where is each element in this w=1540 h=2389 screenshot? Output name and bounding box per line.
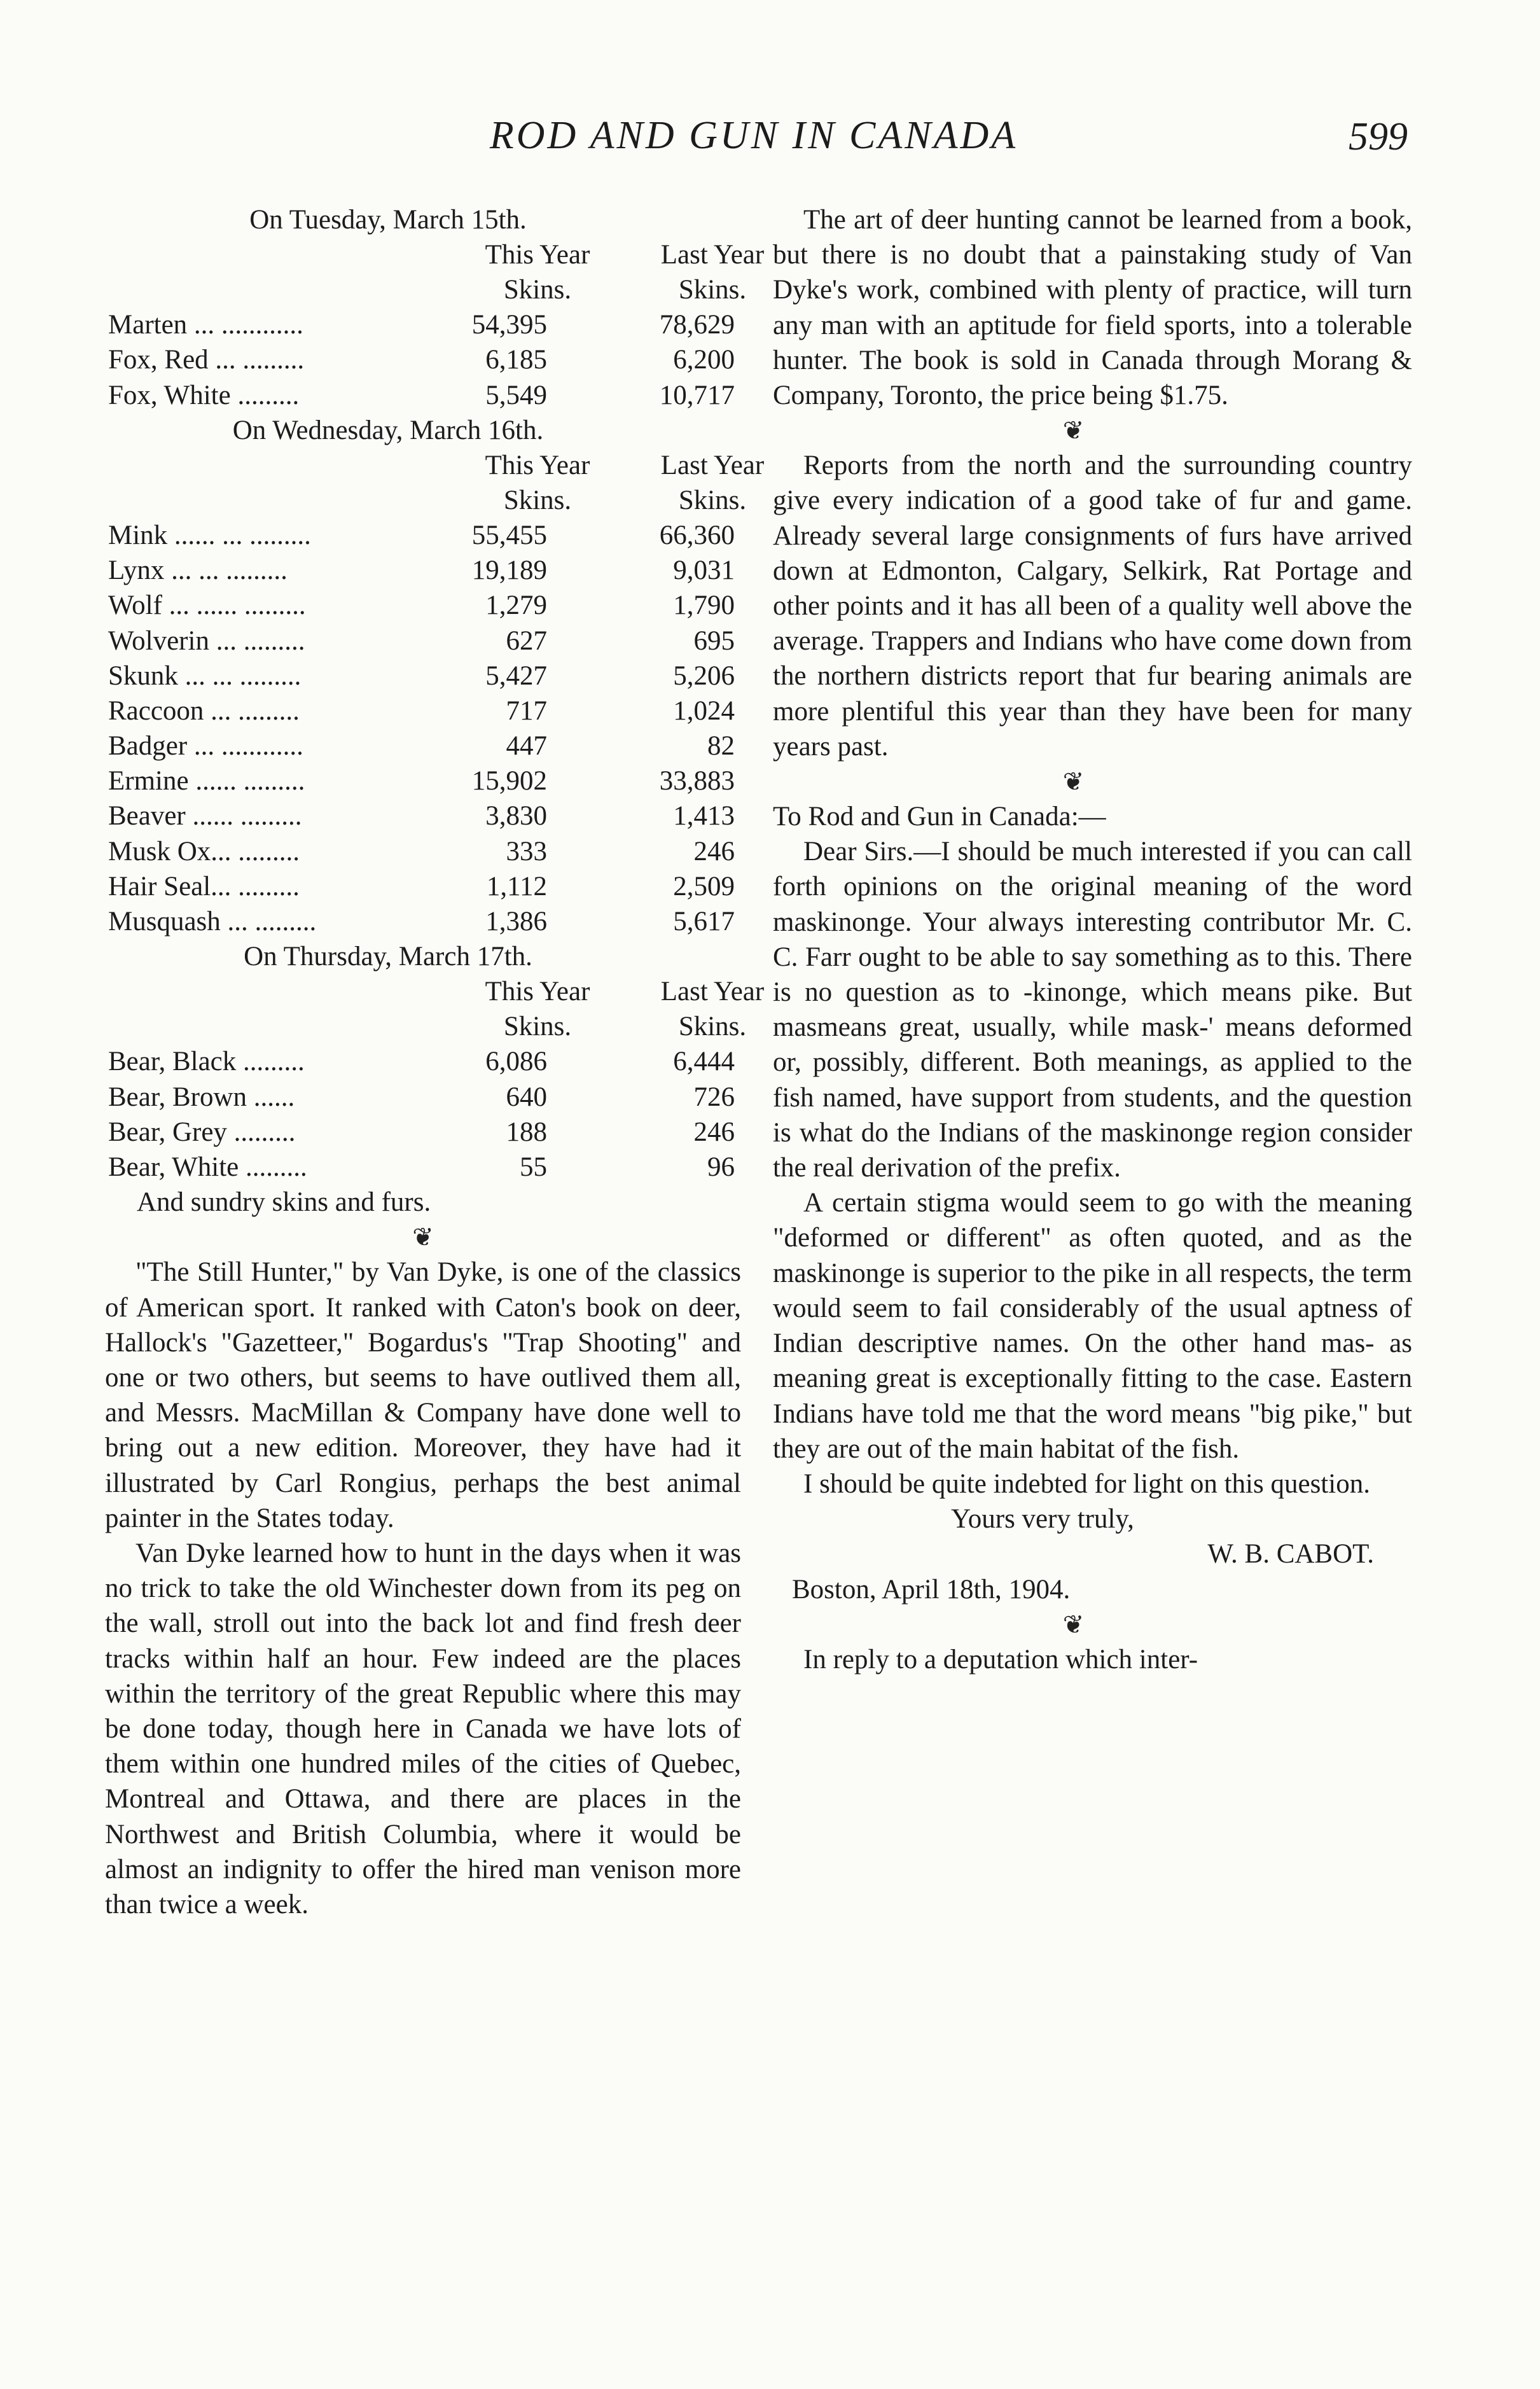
fur-name: Musquash ... .........	[108, 907, 317, 937]
fur-name: Musk Ox... .........	[108, 836, 300, 867]
fur-name: Bear, Brown ......	[108, 1082, 295, 1112]
last-year-value: 246	[693, 1117, 735, 1147]
fur-name: Bear, White .........	[108, 1152, 307, 1182]
table-row	[105, 728, 741, 763]
page-number: 599	[1349, 115, 1408, 158]
fur-name: Beaver ...... .........	[108, 801, 302, 832]
fur-name: Skunk ... ... .........	[108, 660, 302, 691]
this-year-heading: This Year	[485, 977, 590, 1007]
right-column	[773, 202, 1412, 1677]
table-row	[105, 763, 741, 798]
this-year-value: 6,185	[485, 345, 547, 375]
fur-name: Fox, Red ... .........	[108, 345, 305, 375]
last-year-value: 1,790	[673, 590, 735, 621]
table-row	[105, 1080, 741, 1115]
ornament-separator: ❦	[1062, 416, 1085, 445]
table-row	[105, 869, 741, 904]
last-year-value: 2,509	[673, 871, 735, 902]
sale-date: On Tuesday, March 15th.	[249, 205, 527, 235]
last-year-heading: Last Year	[660, 977, 765, 1007]
last-year-subheading: Skins.	[678, 1012, 747, 1042]
letter-closing: Yours very truly,	[951, 1504, 1134, 1535]
fur-sale-thursday	[105, 939, 765, 1220]
fur-name: Bear, Grey .........	[108, 1117, 296, 1147]
table-row	[105, 553, 741, 588]
table-row	[105, 1115, 741, 1150]
table-row	[105, 623, 741, 658]
fur-name: Raccoon ... .........	[108, 695, 300, 726]
table-row	[105, 1150, 741, 1185]
letter-salutation: To Rod and Gun in Canada:—	[773, 802, 1106, 832]
last-year-value: 6,200	[673, 345, 735, 375]
table-row	[105, 693, 741, 728]
fur-name: Wolverin ... .........	[108, 625, 305, 656]
fur-name: Ermine ...... .........	[108, 766, 305, 797]
fur-sale-tuesday	[105, 202, 765, 413]
fur-name: Marten ... ............	[108, 310, 303, 340]
letter-signature: W. B. CABOT.	[1207, 1539, 1374, 1570]
page-header	[0, 113, 1540, 171]
fur-name: Lynx ... ... .........	[108, 555, 288, 586]
last-year-value: 66,360	[659, 520, 735, 550]
last-year-value: 1,413	[673, 801, 735, 832]
fur-sale-wednesday	[105, 413, 765, 939]
last-year-value: 9,031	[673, 555, 735, 586]
last-year-heading: Last Year	[660, 240, 765, 270]
this-year-value: 1,112	[486, 871, 547, 902]
last-year-value: 6,444	[673, 1047, 735, 1077]
this-year-value: 54,395	[471, 310, 547, 340]
this-year-value: 15,902	[471, 766, 547, 797]
this-year-subheading: Skins.	[503, 1012, 572, 1042]
column-headings	[105, 448, 765, 518]
this-year-value: 188	[506, 1117, 547, 1147]
this-year-value: 447	[506, 731, 547, 762]
table-row	[105, 1044, 741, 1079]
fur-name: Fox, White .........	[108, 380, 300, 410]
fur-name: Wolf ... ...... .........	[108, 590, 306, 621]
table-row	[105, 518, 741, 553]
last-year-value: 33,883	[659, 766, 735, 797]
this-year-heading: This Year	[485, 450, 590, 480]
table-row	[105, 307, 741, 342]
this-year-value: 55,455	[471, 520, 547, 550]
ornament-separator: ❦	[412, 1223, 434, 1252]
sale-date: On Thursday, March 17th.	[244, 942, 532, 972]
column-headings	[105, 237, 765, 307]
this-year-value: 640	[506, 1082, 547, 1112]
letter-paragraph: A certain stigma would seem to go with the meaning "deformed or different" as often quoted, and as the maskinonge is superior to the pike in all respects, the term would seem to fail considerably of the usual aptness of Indian descriptive names. On the other hand mas- as meaning great is exceptionally fitting to the case. Eastern Indians have told me that the word means "big pike," but they are out of the main habitat of the fish.	[773, 1188, 1412, 1464]
column-headings	[105, 974, 765, 1044]
last-year-value: 78,629	[659, 310, 735, 340]
running-title: ROD AND GUN IN CANADA	[489, 114, 1018, 157]
letter-dateline: Boston, April 18th, 1904.	[792, 1574, 1071, 1605]
this-year-value: 6,086	[485, 1047, 547, 1077]
fur-name: Badger ... ............	[108, 731, 303, 762]
last-year-value: 10,717	[659, 380, 735, 410]
left-column	[105, 202, 765, 1922]
this-year-value: 55	[520, 1152, 547, 1182]
this-year-value: 717	[506, 695, 547, 726]
letter-paragraph: I should be quite indebted for light on this question.	[803, 1468, 1370, 1499]
van-dyke-paragraph: Van Dyke learned how to hunt in the days when it was no trick to take the old Winchester down from its peg on the wall, stroll out into the back lot and find fresh deer tracks within half an hour. Few indeed are the places within the territory of the great Republic where this may be done today, though here in Canada we have lots of them within one hundred miles of the cities of Quebec, Montreal and Ottawa, and there are places in the Northwest and British Columbia, where it would be almost an indignity to offer the hired man venison more than twice a week.	[105, 1538, 741, 1920]
this-year-subheading: Skins.	[503, 485, 572, 515]
last-year-value: 1,024	[673, 695, 735, 726]
letter-to-editor	[773, 799, 1412, 1607]
table-row	[105, 658, 741, 693]
table-row	[105, 834, 741, 869]
letter-paragraph: Dear Sirs.—I should be much interested if you can call forth opinions on the original meaning of the word maskinonge. Your always interesting contributor Mr. C. C. Farr ought to be able to say something as to this. There is no question as to -kinonge, which means pike. But masmeans great, usually, while mask-' means deformed or, possibly, different. Both meanings, as applied to the fish named, have support from students, and the question is what do the Indians of the maskinonge region consider the real derivation of the prefix.	[773, 837, 1412, 1183]
sale-date: On Wednesday, March 16th.	[232, 415, 544, 445]
last-year-value: 5,617	[673, 907, 735, 937]
table-row	[105, 378, 741, 413]
this-year-value: 5,549	[485, 380, 547, 410]
last-year-value: 96	[707, 1152, 735, 1182]
deer-hunting-paragraph: The art of deer hunting cannot be learned from a book, but there is no doubt that a painstaking study of Van Dyke's work, combined with plenty of practice, will turn any man with an aptitude for field sports, into a tolerable hunter. The book is sold in Canada through Morang & Company, Toronto, the price being $1.75.	[773, 205, 1412, 411]
fur-reports-paragraph: Reports from the north and the surrounding country give every indication of a good take of fur and game. Already several large consignments of furs have arrived down at Edmonton, Calgary, Selkirk, Rat Portage and other points and it has all been of a quality well above the average. Trappers and Indians who have come down from the northern districts report that fur bearing animals are more plentiful this year than they have been for many years past.	[773, 450, 1412, 762]
this-year-subheading: Skins.	[503, 275, 572, 305]
last-year-value: 726	[693, 1082, 735, 1112]
last-year-subheading: Skins.	[678, 485, 747, 515]
this-year-value: 1,279	[485, 590, 547, 621]
table-row	[105, 904, 741, 939]
last-year-value: 82	[707, 731, 735, 762]
still-hunter-paragraph: "The Still Hunter," by Van Dyke, is one of the classics of American sport. It ranked with Caton's book on deer, Hallock's "Gazetteer," Bogardus's "Trap Shooting" and one or two others, but seems to have outlived them all, and Messrs. MacMillan & Company have done well to bring out a new edition. Moreover, they have had it illustrated by Carl Rongius, perhaps the best animal painter in the States today.	[105, 1257, 741, 1533]
this-year-value: 19,189	[471, 555, 547, 586]
last-year-value: 246	[693, 836, 735, 867]
ornament-separator: ❦	[1062, 767, 1085, 797]
ornament-separator: ❦	[1062, 1610, 1085, 1639]
this-year-heading: This Year	[485, 240, 590, 270]
table-row	[105, 588, 741, 623]
this-year-value: 333	[506, 836, 547, 867]
table-row	[105, 798, 741, 833]
last-year-subheading: Skins.	[678, 275, 747, 305]
this-year-value: 5,427	[485, 660, 547, 691]
deputation-paragraph: In reply to a deputation which inter-	[803, 1644, 1198, 1675]
fur-name: Bear, Black .........	[108, 1047, 305, 1077]
table-row	[105, 342, 741, 377]
this-year-value: 3,830	[485, 801, 547, 832]
last-year-value: 695	[693, 625, 735, 656]
fur-name: Hair Seal... .........	[108, 871, 300, 902]
this-year-value: 627	[506, 625, 547, 656]
sundry-note: And sundry skins and furs.	[137, 1187, 431, 1218]
last-year-heading: Last Year	[660, 450, 765, 480]
last-year-value: 5,206	[673, 660, 735, 691]
this-year-value: 1,386	[485, 907, 547, 937]
fur-name: Mink ...... ... .........	[108, 520, 311, 550]
